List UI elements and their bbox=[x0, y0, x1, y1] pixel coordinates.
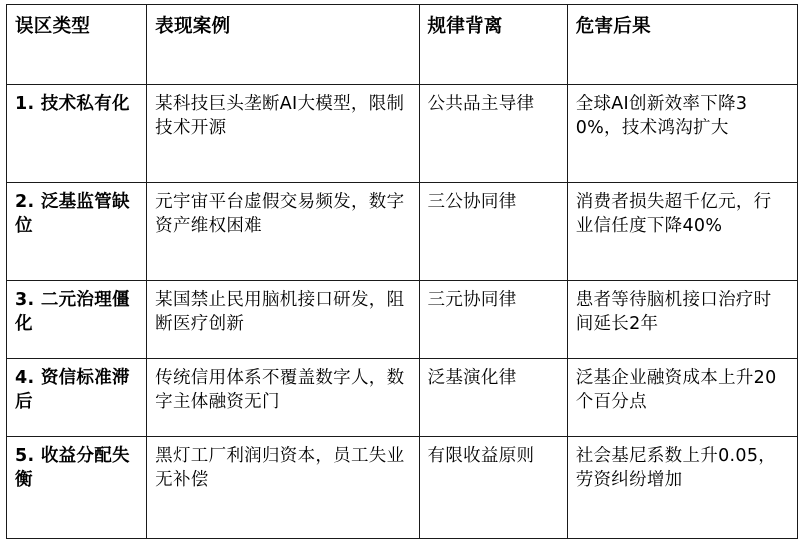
cell-law: 有限收益原则 bbox=[419, 437, 567, 539]
table-row bbox=[7, 437, 798, 539]
cell-harm: 消费者损失超千亿元，行业信任度下降40% bbox=[567, 183, 797, 281]
cell-harm: 患者等待脑机接口治疗时间延长2年 bbox=[567, 281, 797, 359]
column-header-law: 规律背离 bbox=[419, 5, 567, 85]
cell-type: 5. 收益分配失衡 bbox=[7, 437, 147, 539]
table-row bbox=[7, 359, 798, 437]
cell-case: 传统信用体系不覆盖数字人，数字主体融资无门 bbox=[147, 359, 419, 437]
cell-law: 三元协同律 bbox=[419, 281, 567, 359]
document-page bbox=[0, 4, 800, 516]
cell-harm: 社会基尼系数上升0.05，劳资纠纷增加 bbox=[567, 437, 797, 539]
cell-type: 4. 资信标准滞后 bbox=[7, 359, 147, 437]
column-header-harm: 危害后果 bbox=[567, 5, 797, 85]
cell-law: 泛基演化律 bbox=[419, 359, 567, 437]
table-header-row bbox=[7, 5, 798, 85]
cell-harm: 全球AI创新效率下降30%，技术鸿沟扩大 bbox=[567, 85, 797, 183]
table-row bbox=[7, 183, 798, 281]
cell-harm: 泛基企业融资成本上升20个百分点 bbox=[567, 359, 797, 437]
cell-law: 三公协同律 bbox=[419, 183, 567, 281]
cell-type: 1. 技术私有化 bbox=[7, 85, 147, 183]
cell-law: 公共品主导律 bbox=[419, 85, 567, 183]
cell-case: 元宇宙平台虚假交易频发，数字资产维权困难 bbox=[147, 183, 419, 281]
column-header-type: 误区类型 bbox=[7, 5, 147, 85]
cell-case: 黑灯工厂利润归资本，员工失业无补偿 bbox=[147, 437, 419, 539]
column-header-case: 表现案例 bbox=[147, 5, 419, 85]
cell-type: 2. 泛基监管缺位 bbox=[7, 183, 147, 281]
misconception-table bbox=[6, 4, 798, 539]
table-row bbox=[7, 281, 798, 359]
table-row bbox=[7, 85, 798, 183]
cell-type: 3. 二元治理僵化 bbox=[7, 281, 147, 359]
cell-case: 某科技巨头垄断AI大模型，限制技术开源 bbox=[147, 85, 419, 183]
cell-case: 某国禁止民用脑机接口研发，阻断医疗创新 bbox=[147, 281, 419, 359]
